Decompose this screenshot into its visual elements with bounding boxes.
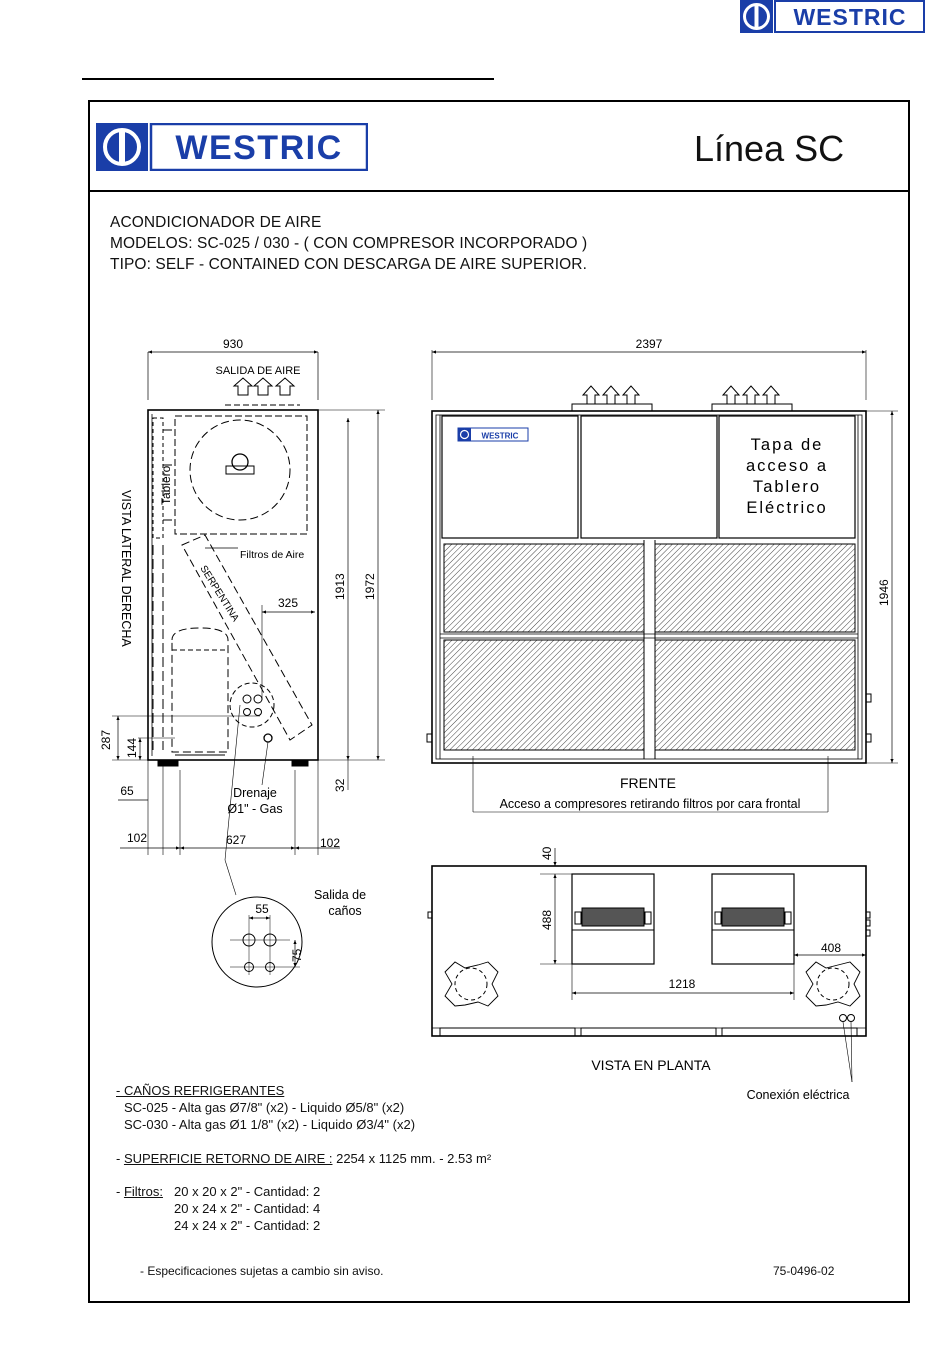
side-dim-65: 65	[120, 784, 134, 798]
side-dim-1972: 1972	[363, 573, 377, 600]
spec-pipes-title	[116, 1083, 284, 1098]
front-dim-2397: 2397	[635, 337, 663, 351]
description-line-3: TIPO: SELF - CONTAINED CON DESCARGA DE AIRE SUPERIOR.	[110, 256, 587, 273]
pipe-detail-title-2: caños	[328, 904, 362, 918]
plan-electrical-label: Conexión eléctrica	[746, 1088, 850, 1102]
spec-pipes-sc030: SC-030 - Alta gas Ø1 1/8" (x2) - Liquido Ø3/4" (x2)	[124, 1117, 416, 1132]
front-view-label: FRENTE	[620, 775, 676, 791]
spec-filter-3: 24 x 24 x 2" - Cantidad: 2	[174, 1218, 321, 1233]
pipe-dim-55: 55	[255, 902, 269, 916]
side-drain-label-2: Ø1" - Gas	[227, 802, 283, 816]
spec-disclaimer: - Especificaciones sujetas a cambio sin aviso.	[140, 1264, 384, 1278]
line-title: Línea SC	[694, 128, 845, 169]
pipe-detail-title-1: Salida de	[313, 888, 367, 902]
spec-filters-title: Filtros:	[123, 1184, 163, 1199]
side-dim-930: 930	[222, 337, 244, 351]
spec-return-prefix: -	[116, 1151, 124, 1166]
front-access-line-1: Tapa de	[750, 436, 824, 454]
front-view	[427, 350, 898, 812]
plan-dim-1218: 1218	[668, 977, 696, 991]
spec-return-surface	[116, 1151, 491, 1166]
description-line-2: MODELOS: SC-025 / 030 - ( CON COMPRESOR INCORPORADO )	[110, 235, 588, 252]
side-filters-label: Filtros de Aire	[240, 549, 305, 561]
side-dim-144: 144	[125, 737, 139, 758]
spec-filter-1: 20 x 20 x 2" - Cantidad: 2	[174, 1184, 321, 1199]
side-coil-label: SERPENTINA	[197, 563, 241, 624]
brand-name-small: WESTRIC	[793, 4, 907, 30]
side-dim-102-right: 102	[319, 836, 341, 850]
front-access-line-2: acceso a	[745, 457, 829, 475]
front-access-line-4: Eléctrico	[746, 499, 828, 517]
plan-dim-488: 488	[540, 909, 554, 930]
description-line-1: ACONDICIONADOR DE AIRE	[110, 214, 322, 231]
front-panel-logo-text: WESTRIC	[481, 431, 519, 441]
spec-filters-prefix: -	[116, 1184, 124, 1199]
side-dim-1913: 1913	[333, 573, 347, 600]
plan-dim-408: 408	[820, 941, 842, 955]
spec-return-title: SUPERFICIE RETORNO DE AIRE :	[123, 1151, 333, 1166]
spec-return-value: 2254 x 1125 mm. - 2.53 m²	[332, 1151, 492, 1166]
side-dim-627: 627	[225, 833, 247, 847]
side-dim-325: 325	[277, 596, 299, 610]
plan-view	[428, 848, 870, 1082]
side-view-label: VISTA LATERAL DERECHA	[119, 490, 133, 647]
side-air-outlet-label: SALIDA DE AIRE	[215, 365, 301, 377]
front-view-note: Acceso a compresores retirando filtros por cara frontal	[499, 797, 801, 811]
spec-pipes-title-text: - CAÑOS REFRIGERANTES	[116, 1083, 285, 1098]
spec-filter-2: 20 x 24 x 2" - Cantidad: 4	[174, 1201, 321, 1216]
front-panel-logo	[458, 428, 528, 441]
plan-dim-40: 40	[540, 846, 554, 860]
side-tablero-label: Tablero	[159, 465, 173, 505]
side-dim-102-left: 102	[126, 831, 148, 845]
front-access-line-3: Tablero	[752, 478, 822, 496]
side-dim-32: 32	[333, 778, 347, 792]
doc-code: 75-0496-02	[773, 1264, 835, 1278]
front-dim-1946: 1946	[877, 579, 891, 606]
spec-filters	[116, 1184, 163, 1199]
spec-pipes-sc025: SC-025 - Alta gas Ø7/8" (x2) - Liquido Ø5/8" (x2)	[124, 1100, 405, 1115]
brand-name-large: WESTRIC	[175, 129, 343, 167]
side-drain-label-1: Drenaje	[233, 786, 277, 800]
plan-view-label: VISTA EN PLANTA	[591, 1057, 711, 1073]
pipe-dim-75: 75	[290, 948, 304, 962]
side-dim-287: 287	[99, 729, 113, 750]
